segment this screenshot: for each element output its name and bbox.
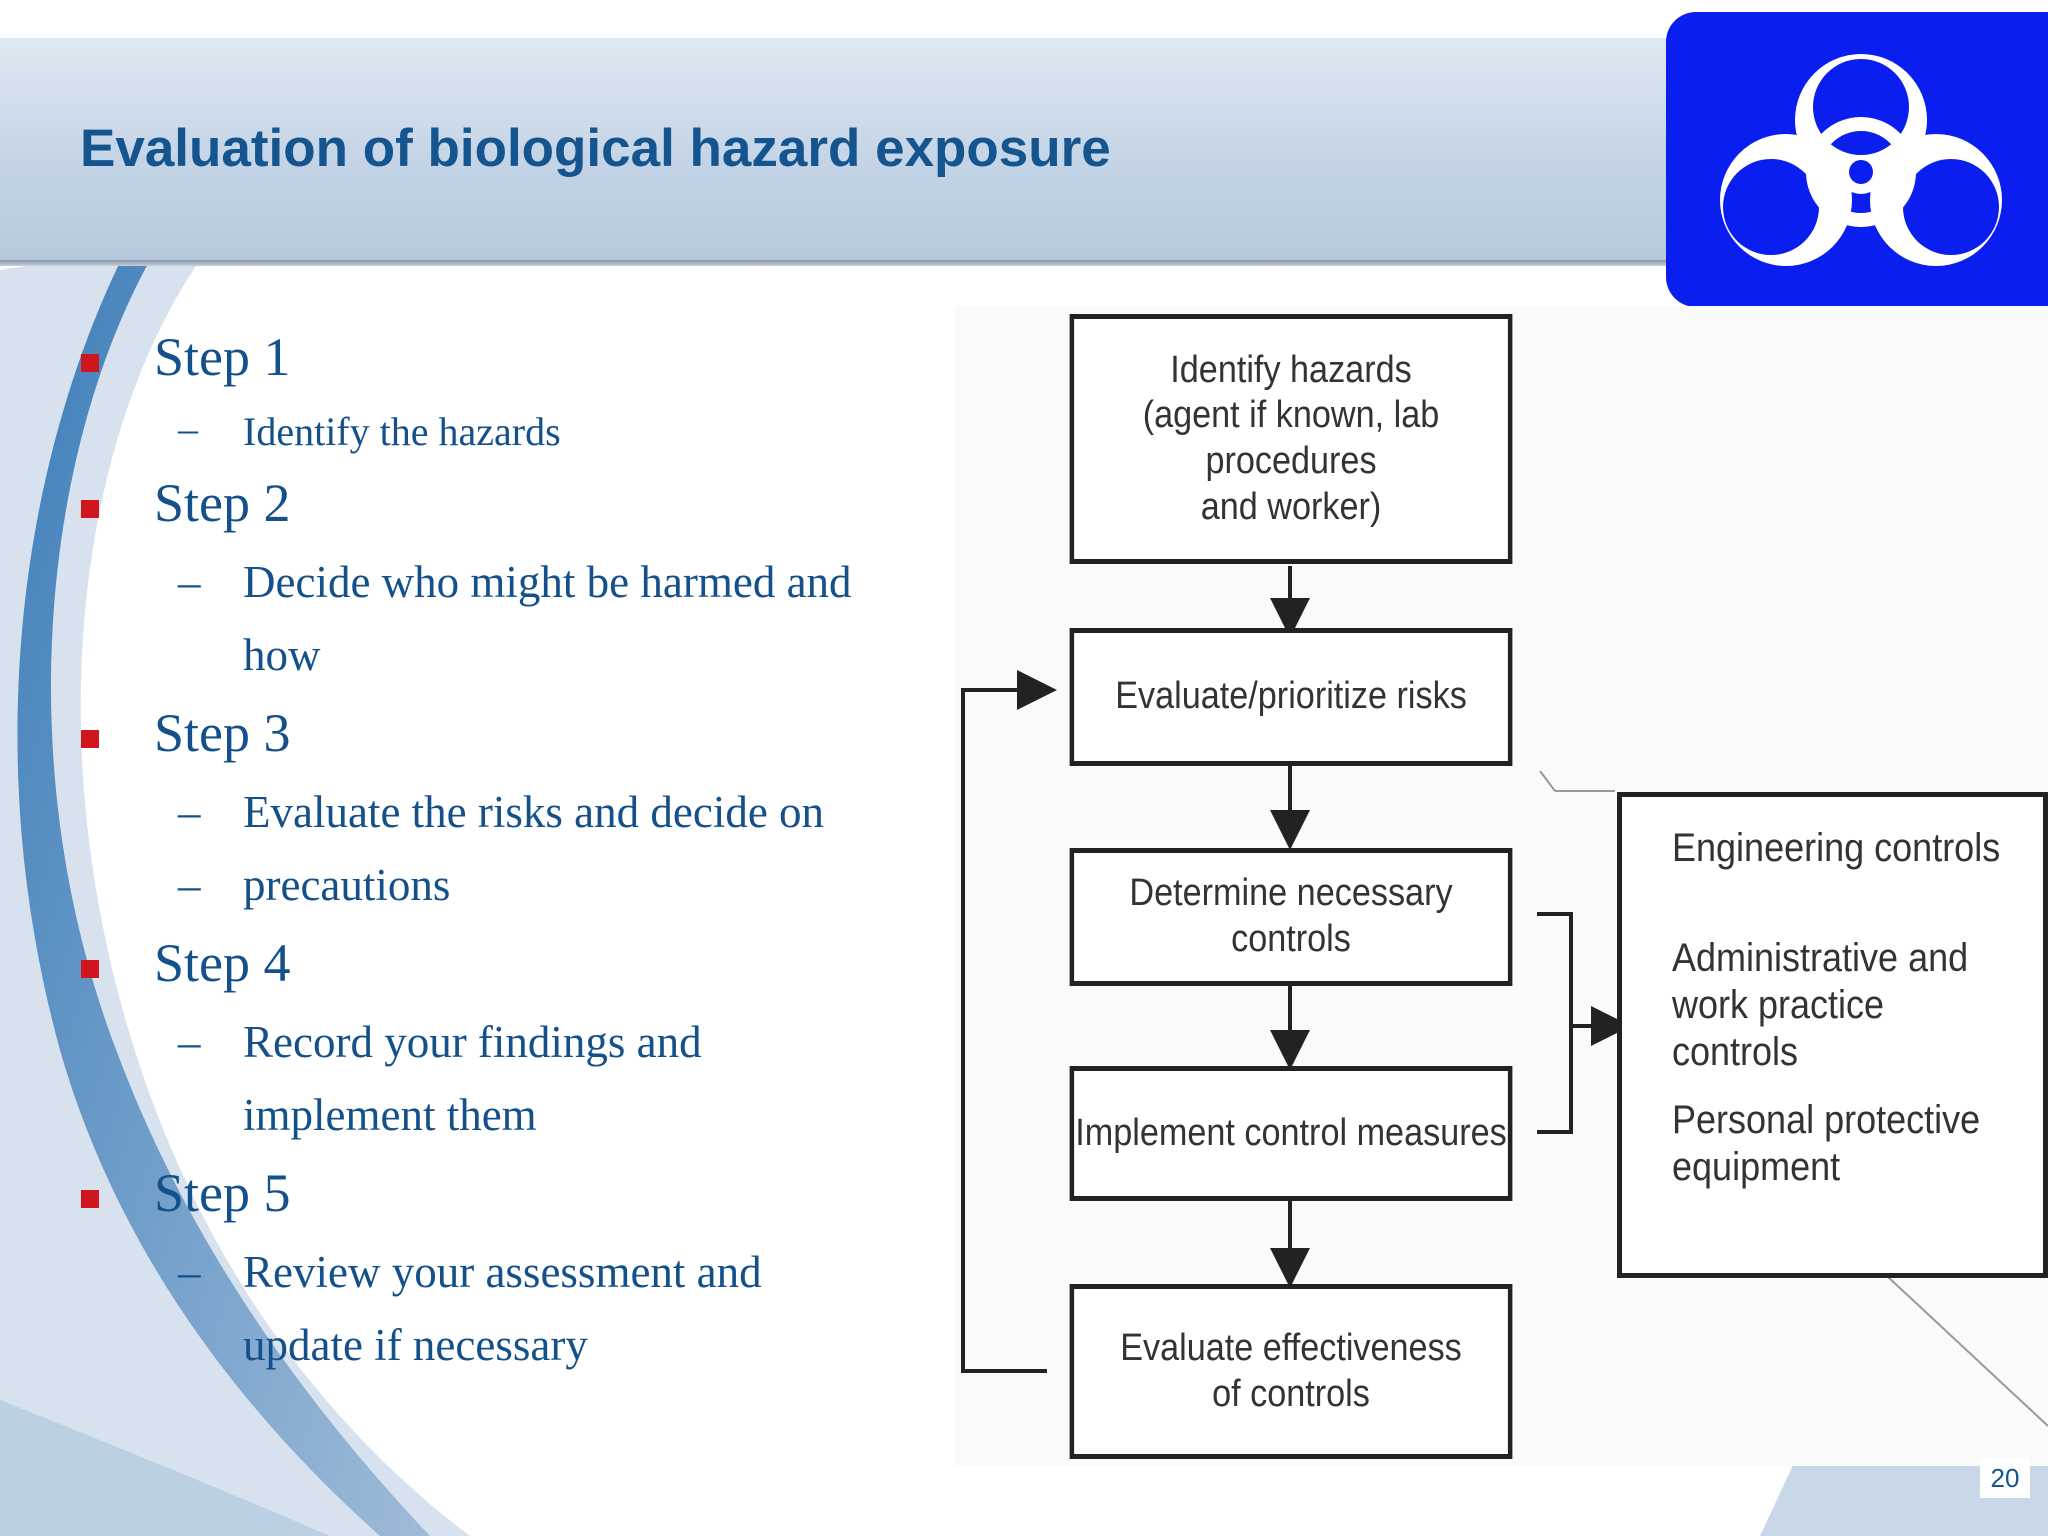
flow-box-evaluate-risks: Evaluate/prioritize risks: [1070, 628, 1513, 766]
bullet-marker: [81, 354, 99, 372]
biohazard-icon: [1666, 12, 2048, 307]
step-1-detail: Identify the hazards: [243, 409, 561, 454]
control-administrative: Administrative and work practice controls: [1672, 936, 1969, 1075]
bullet-marker: [81, 1190, 99, 1208]
controls-box: [1617, 792, 2048, 1278]
step-4-detail-1: Record your findings and: [243, 1017, 702, 1067]
flow-box-implement-controls: Implement control measures: [1070, 1066, 1513, 1201]
step-5-detail-2: update if necessary: [243, 1320, 588, 1370]
dash-marker: –: [178, 860, 201, 910]
step-3-label: Step 3: [154, 703, 291, 763]
dash-marker: –: [178, 557, 201, 607]
step-3-detail-1: Evaluate the risks and decide on: [243, 787, 825, 837]
step-5-detail-1: Review your assessment and: [243, 1247, 762, 1297]
dash-marker: –: [178, 406, 198, 451]
flowchart: [955, 306, 2048, 1466]
page-number: 20: [1980, 1458, 2030, 1498]
control-ppe: Personal protective equipment: [1672, 1098, 1981, 1190]
step-2-detail-1: Decide who might be harmed and: [243, 557, 852, 607]
dash-marker: –: [178, 1247, 201, 1297]
dash-marker: –: [178, 787, 201, 837]
bullet-marker: [81, 500, 99, 518]
step-5-label: Step 5: [154, 1163, 291, 1223]
biohazard-logo: [1666, 12, 2048, 307]
step-4-detail-2: implement them: [243, 1090, 537, 1140]
step-4-label: Step 4: [154, 933, 291, 993]
dash-marker: –: [178, 1017, 201, 1067]
step-2-label: Step 2: [154, 473, 291, 533]
flow-box-evaluate-effectiveness: Evaluate effectiveness of controls: [1070, 1284, 1513, 1459]
bullet-marker: [81, 960, 99, 978]
step-2-detail-2: how: [243, 630, 321, 680]
flow-box-determine-controls: Determine necessary controls: [1070, 848, 1513, 986]
control-engineering: Engineering controls: [1672, 826, 2001, 870]
step-3-detail-2: precautions: [243, 860, 451, 910]
slide-title: Evaluation of biological hazard exposure: [80, 119, 1111, 178]
step-1-label: Step 1: [154, 327, 291, 387]
bullet-marker: [81, 730, 99, 748]
flow-box-identify-hazards: Identify hazards (agent if known, lab procedures and worker): [1070, 314, 1513, 564]
